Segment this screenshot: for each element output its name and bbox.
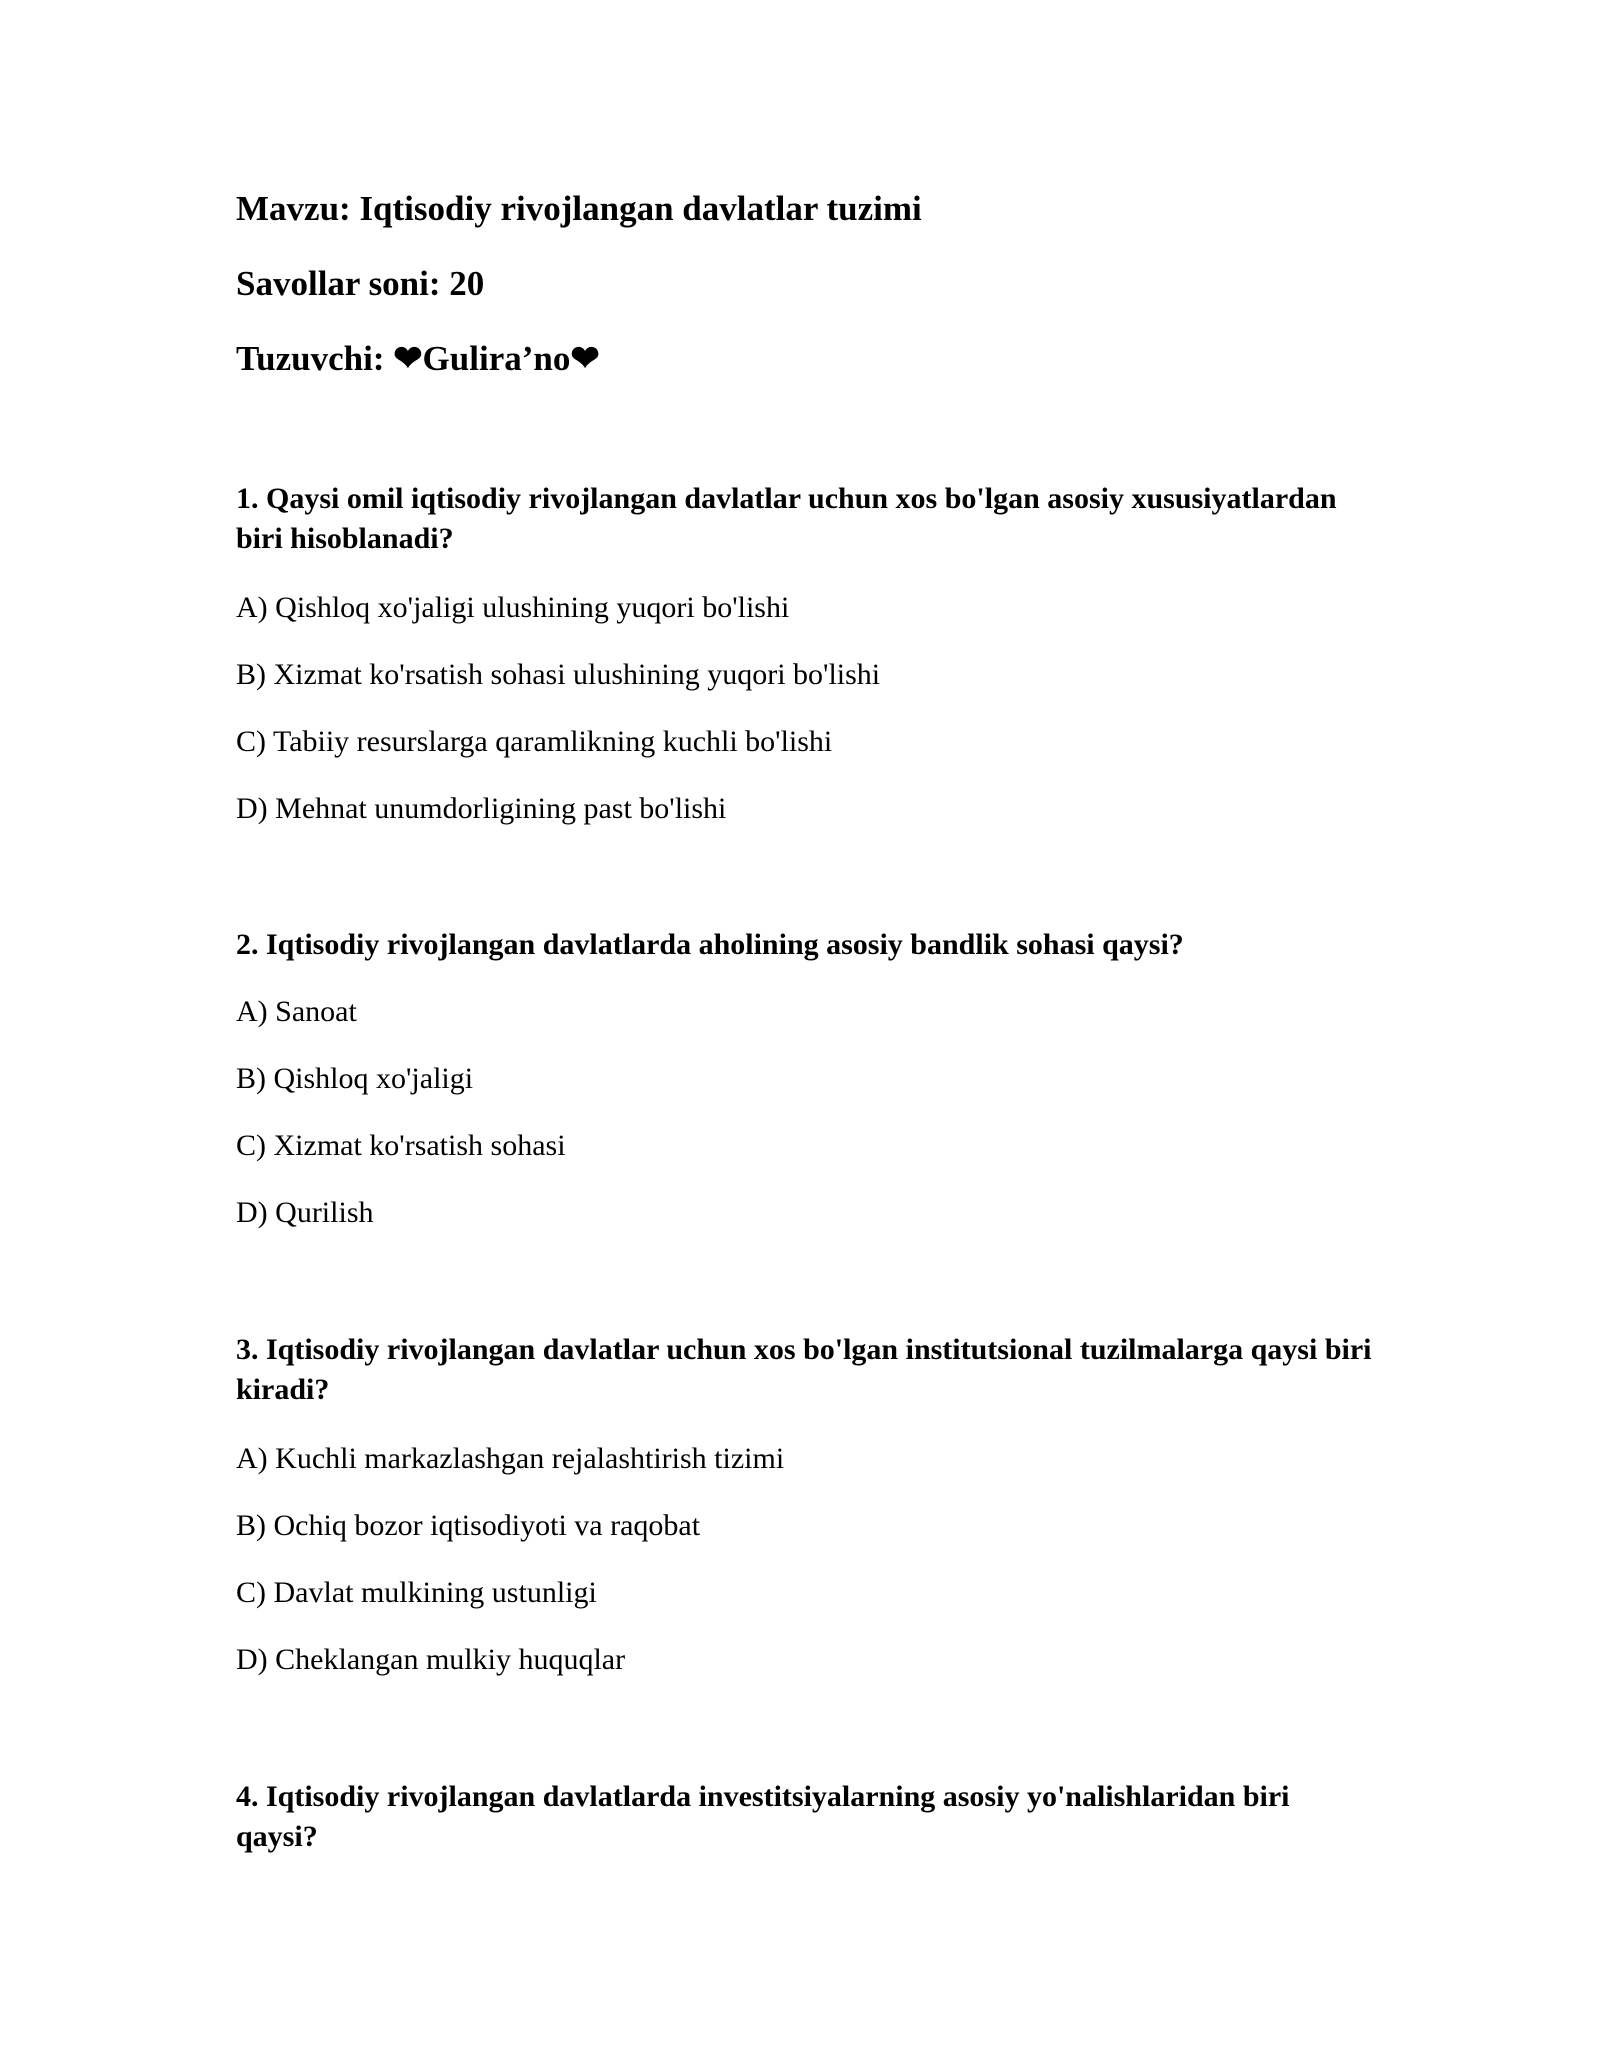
topic-heading: Mavzu: Iqtisodiy rivojlangan davlatlar tuzimi [236, 189, 922, 228]
question-2-option-a: A) Sanoat [236, 995, 357, 1028]
question-3-option-b: B) Ochiq bozor iqtisodiyoti va raqobat [236, 1509, 701, 1542]
question-3-text: 3. Iqtisodiy rivojlangan davlatlar uchun xos bo'lgan institutsional tuzilmalarga qaysi biri kiradi? [236, 1333, 1372, 1406]
question-2-text: 2. Iqtisodiy rivojlangan davlatlarda aholining asosiy bandlik sohasi qaysi? [236, 928, 1184, 961]
question-1-option-c: C) Tabiiy resurslarga qaramlikning kuchli bo'lishi [236, 725, 833, 758]
question-count-heading: Savollar soni: 20 [236, 264, 485, 303]
question-1-option-b: B) Xizmat ko'rsatish sohasi ulushining yuqori bo'lishi [236, 658, 881, 691]
question-3-option-a: A) Kuchli markazlashgan rejalashtirish tizimi [236, 1442, 785, 1475]
question-4-text: 4. Iqtisodiy rivojlangan davlatlarda investitsiyalarning asosiy yo'nalishlaridan biri qaysi? [236, 1780, 1290, 1853]
question-2-option-c: C) Xizmat ko'rsatish sohasi [236, 1129, 566, 1162]
question-3-option-c: C) Davlat mulkining ustunligi [236, 1576, 597, 1609]
author-heading: Tuzuvchi: ❤Gulira’no❤ [236, 339, 600, 378]
question-1-text: 1. Qaysi omil iqtisodiy rivojlangan davlatlar uchun xos bo'lgan asosiy xususiyatlardan biri hisoblanadi? [236, 482, 1337, 555]
question-1-option-d: D) Mehnat unumdorligining past bo'lishi [236, 792, 727, 825]
question-1-option-a: A) Qishloq xo'jaligi ulushining yuqori bo'lishi [236, 591, 790, 624]
question-2-option-b: B) Qishloq xo'jaligi [236, 1062, 474, 1095]
question-2-option-d: D) Qurilish [236, 1196, 374, 1229]
question-3-option-d: D) Cheklangan mulkiy huquqlar [236, 1643, 626, 1676]
